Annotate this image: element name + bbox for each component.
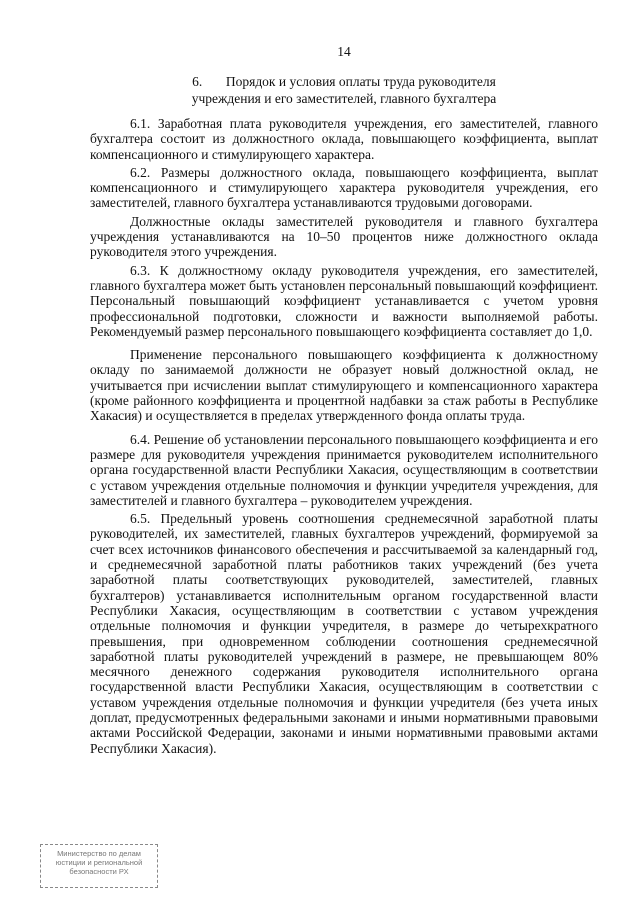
stamp-line-3: безопасности РХ [69,867,129,876]
stamp-line-1: Министерство по делам [57,849,141,858]
paragraph-6-2: 6.2. Размеры должностного оклада, повышающего коэффициента, выплат компенсационного и стимулирующего характера руководителя учреждения, его заместителей, главного бухгалтера устанавливаются трудовыми договорами. [90,164,598,211]
section-title-line-1: 6. Порядок и условия оплаты труда руководителя [192,74,496,89]
paragraph-6-5: 6.5. Предельный уровень соотношения среднемесячной заработной платы руководителей, их заместителей, главных бухгалтеров учреждений, формируемой за счет всех источников финансового обеспечения и рассчитываемой за календарный год, и среднемесячной заработной платы работников таких учреждений (без учета заработной платы соответствующих руководителей, заместителей, главных бухгалтеров) устанавливается исполнительным органом государственной власти Республики Хакасия, осуществляющим в соответствии с уставом учреждения отдельные полномочия и функции учредителя, в размере до четырехкратного превышения, при одновременном соблюдении соотношения среднемесячной заработной платы руководителей учреждений в размере, не превышающем 80% месячного денежного содержания руководителя исполнительного органа государственной власти Республики Хакасия, осуществляющим в соответствии с уставом учреждения отдельные полномочия и функции учредителя (без учета иных доплат, предусмотренных федеральными законами и иными нормативными правовыми актами Российской Федерации, законами и иными нормативными правовыми актами Республики Хакасия). [90,511,598,756]
section-heading [90,73,598,107]
paragraph-6-3: 6.3. К должностному окладу руководителя учреждения, его заместителей, главного бухгалтера может быть установлен персональный повышающий коэффициент. Персональный повышающий коэффициент устанавливается с учетом уровня профессиональной подготовки, сложности и важности выполняемой работы. Рекомендуемый размер персонального повышающего коэффициента составляет до 1,0. [90,262,598,339]
paragraph-6-3-continued: Применение персонального повышающего коэффициента к должностному окладу по занимаемой должности не образует новый должностной оклад, не учитывается при исчислении выплат стимулирующего и компенсационного характера (кроме районного коэффициента и процентной надбавки за стаж работы в Республике Хакасия) и осуществляется в пределах утвержденного фонда оплаты труда. [90,347,598,424]
section-body [90,116,598,756]
paragraph-6-2-continued: Должностные оклады заместителей руководителя и главного бухгалтера учреждения устанавливаются на 10–50 процентов ниже должностного оклада руководителя этого учреждения. [90,213,598,260]
stamp-line-2: юстиции и региональной [55,858,143,867]
section-title-line-2: учреждения и его заместителей, главного бухгалтера [191,91,497,106]
paragraph-6-1: 6.1. Заработная плата руководителя учреждения, его заместителей, главного бухгалтера состоит из должностного оклада, повышающего коэффициента, выплат компенсационного и стимулирующего характера. [90,116,598,162]
paragraph-6-4: 6.4. Решение об установлении персонального повышающего коэффициента и его размере для руководителя учреждения принимается руководителем исполнительного органа государственной власти Республики Хакасия, осуществляющим в соответствии с уставом учреждения отдельные полномочия и функции учредителя учреждения, для заместителей и главного бухгалтера – руководителем учреждения. [90,431,598,508]
registration-stamp [40,844,158,888]
page-number: 14 [337,44,351,59]
